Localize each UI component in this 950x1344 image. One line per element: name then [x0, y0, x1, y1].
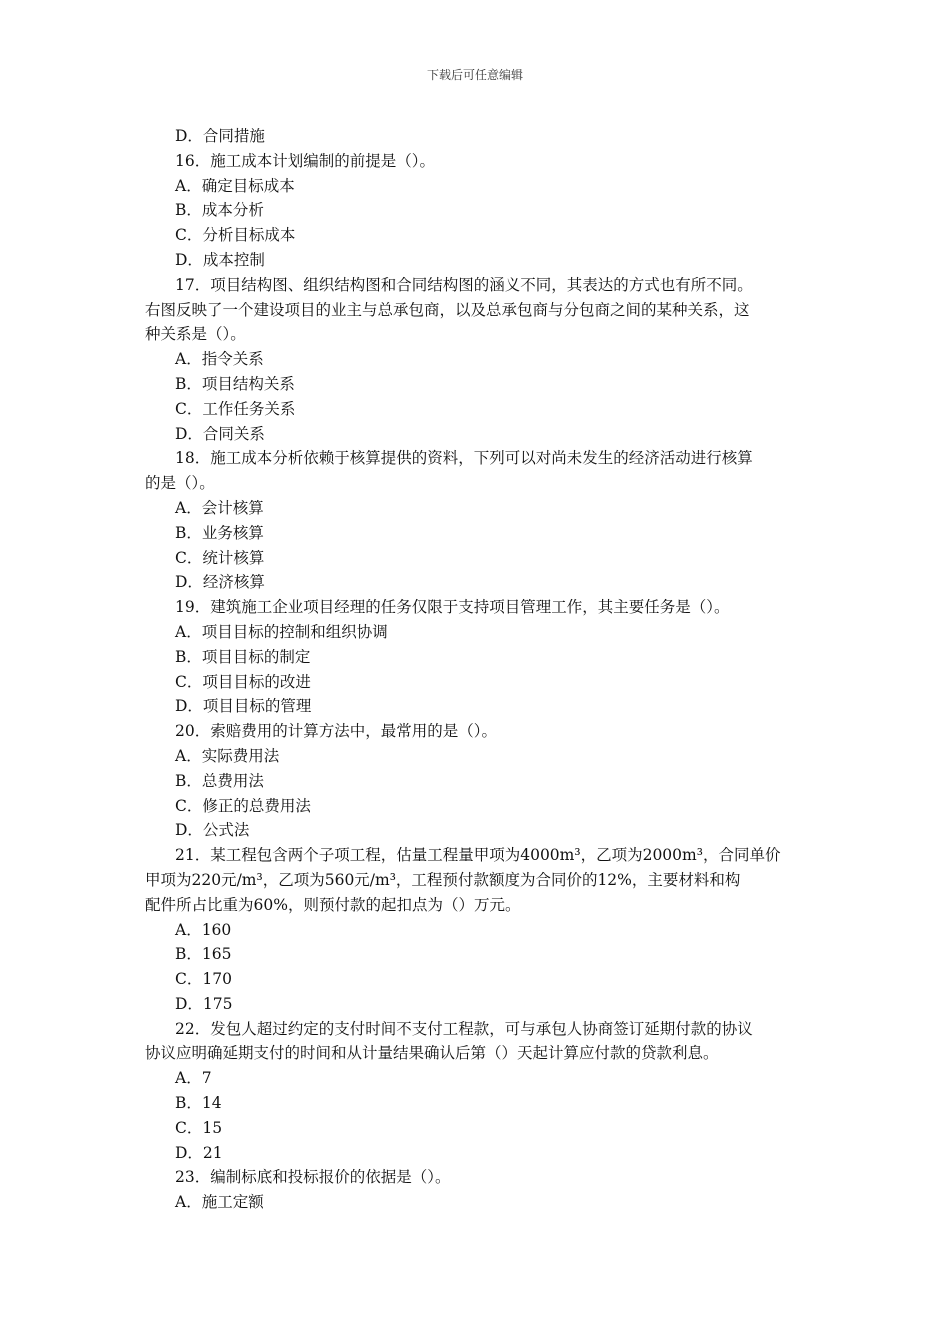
answer-option: C．修正的总费用法	[175, 796, 311, 815]
answer-option: A．实际费用法	[175, 746, 280, 765]
question-text-continued: 右图反映了一个建设项目的业主与总承包商，以及总承包商与分包商之间的某种关系，这	[145, 300, 750, 319]
answer-option: A．项目目标的控制和组织协调	[175, 622, 388, 641]
question-text-continued: 的是（）。	[145, 474, 215, 493]
answer-option: A．160	[175, 920, 232, 939]
answer-option: B．项目目标的制定	[175, 647, 311, 666]
answer-option: D．合同措施	[175, 127, 265, 145]
answer-option: A．指令关系	[175, 350, 264, 369]
question-text: 17．项目结构图、组织结构图和合同结构图的涵义不同，其表达的方式也有所不同。	[175, 275, 753, 294]
answer-option: C．170	[175, 970, 232, 989]
question-text: 22．发包人超过约定的支付时间不支付工程款，可与承包人协商签订延期付款的协议	[175, 1019, 753, 1038]
question-text: 19．建筑施工企业项目经理的任务仅限于支持项目管理工作，其主要任务是（）。	[175, 598, 730, 617]
answer-option: A．7	[175, 1069, 212, 1088]
question-text: 18．施工成本分析依赖于核算提供的资料，下列可以对尚未发生的经济活动进行核算	[175, 449, 753, 468]
answer-option: D．21	[175, 1143, 223, 1162]
answer-option: D．175	[175, 994, 233, 1013]
answer-option: A．施工定额	[175, 1193, 264, 1212]
answer-option: B．成本分析	[175, 201, 264, 220]
answer-option: B．项目结构关系	[175, 374, 295, 393]
answer-option: A．会计核算	[175, 498, 264, 517]
question-text: 16．施工成本计划编制的前提是（）。	[175, 151, 435, 170]
answer-option: D．项目目标的管理	[175, 697, 312, 716]
question-text-continued: 配件所占比重为60%，则预付款的起扣点为（）万元。	[145, 895, 521, 914]
question-text-continued: 甲项为220元/m³，乙项为560元/m³，工程预付款额度为合同价的12%，主要材料和构	[145, 870, 741, 889]
answer-option: B．总费用法	[175, 771, 264, 790]
question-text: 20．索赔费用的计算方法中，最常用的是（）。	[175, 722, 497, 741]
answer-option: D．经济核算	[175, 573, 265, 592]
answer-option: C．工作任务关系	[175, 399, 296, 418]
answer-option: B．165	[175, 945, 232, 964]
answer-option: D．合同关系	[175, 424, 265, 443]
answer-option: A．确定目标成本	[175, 176, 295, 195]
page-header: 下载后可任意编辑	[426, 68, 523, 82]
answer-option: C．15	[175, 1118, 223, 1137]
answer-option: C．项目目标的改进	[175, 672, 311, 691]
answer-option: C．分析目标成本	[175, 226, 296, 245]
answer-option: D．成本控制	[175, 250, 265, 269]
answer-option: B．业务核算	[175, 523, 264, 542]
answer-option: C．统计核算	[175, 548, 265, 567]
document-body	[145, 124, 810, 1215]
question-text-continued: 种关系是（）。	[145, 325, 246, 344]
question-text: 21．某工程包含两个子项工程，估量工程量甲项为4000m³，乙项为2000m³，合同单价	[175, 846, 781, 865]
question-text: 23．编制标底和投标报价的依据是（）。	[175, 1168, 451, 1187]
answer-option: D．公式法	[175, 821, 250, 840]
question-text-continued: 协议应明确延期支付的时间和从计量结果确认后第（）天起计算应付款的贷款利息。	[145, 1044, 719, 1063]
answer-option: B．14	[175, 1094, 222, 1113]
